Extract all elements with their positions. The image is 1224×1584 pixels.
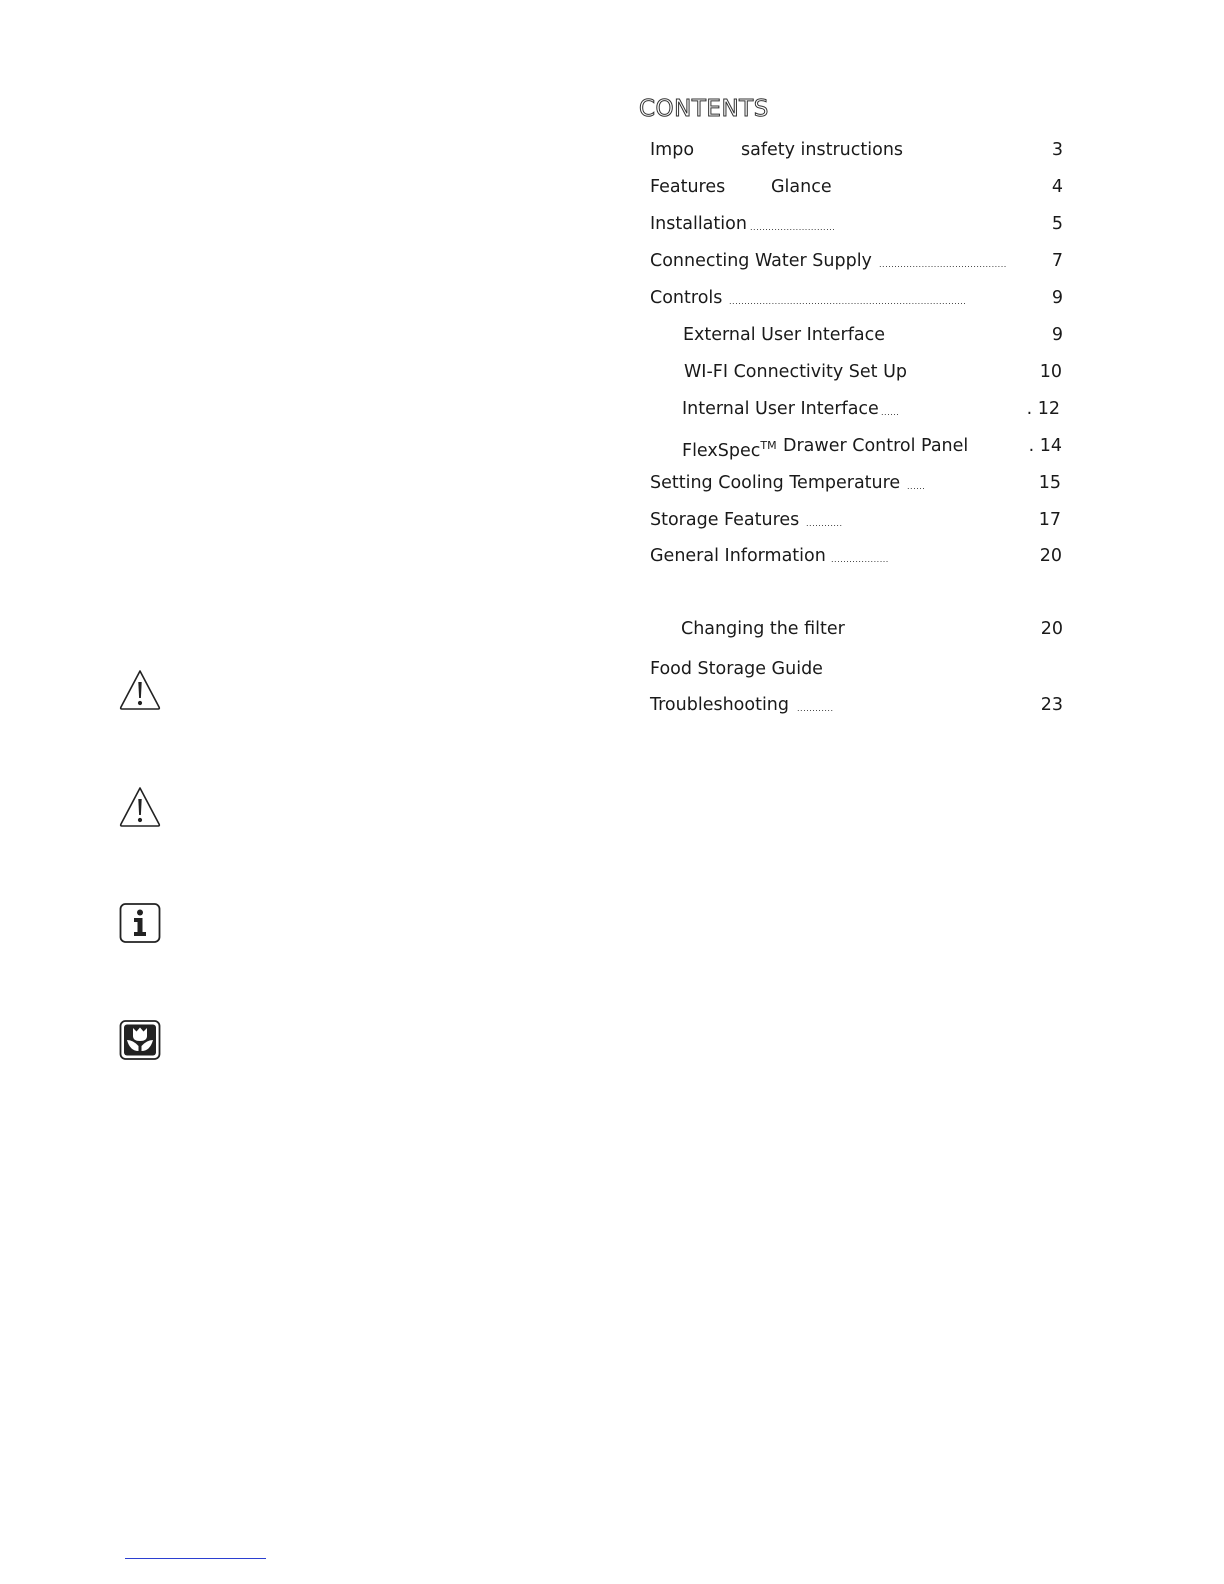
toc-label: Changing the filter: [681, 619, 845, 639]
contents-heading: CONTENTS: [639, 96, 769, 122]
toc-entry-flexspec[interactable]: [682, 435, 1062, 461]
toc-entry-controls[interactable]: [650, 287, 1063, 309]
toc-page-number: 23: [1040, 695, 1063, 715]
toc-label: External User Interface: [683, 325, 885, 345]
toc-leader-dots: ..............................................................................: [729, 297, 967, 306]
toc-entry-wifi[interactable]: [684, 361, 1062, 383]
toc-page-number: 7: [1051, 251, 1063, 271]
toc-leader-dots: ......: [881, 408, 900, 417]
trademark-superscript: TM: [760, 439, 777, 452]
toc-label: General Information: [650, 546, 826, 566]
toc-page-number: 9: [1051, 288, 1063, 308]
toc-entry-general-information[interactable]: [650, 545, 1062, 567]
toc-entry-safety[interactable]: [650, 139, 1063, 161]
toc-label-continued: safety instructions: [741, 140, 904, 160]
toc-label: Impo: [650, 140, 695, 160]
toc-label-continued: Drawer Control Panel: [783, 436, 969, 456]
toc-entry-storage-features[interactable]: [650, 509, 1061, 531]
toc-label: Troubleshooting: [650, 695, 790, 715]
toc-entry-cooling-temperature[interactable]: [650, 472, 1061, 494]
toc-entry-changing-filter[interactable]: [681, 618, 1063, 640]
toc-entry-water-supply[interactable]: [650, 250, 1063, 272]
toc-leader-dots: ......: [907, 482, 926, 491]
toc-page-number: 20: [1040, 619, 1063, 639]
toc-entry-external-ui[interactable]: [683, 324, 1063, 346]
toc-entry-internal-ui[interactable]: [682, 398, 1060, 420]
toc-label: Controls: [650, 288, 723, 308]
toc-page-number: 9: [1051, 325, 1063, 345]
warning-icon: [118, 668, 162, 712]
info-icon: [118, 901, 162, 945]
toc-page-number: 5: [1051, 214, 1063, 234]
toc-label: Storage Features: [650, 510, 800, 530]
toc-label: WI-FI Connectivity Set Up: [684, 362, 908, 382]
toc-label: Features: [650, 177, 726, 197]
toc-page-number: 3: [1051, 140, 1063, 160]
toc-page-number: 17: [1038, 510, 1061, 530]
toc-label: [682, 435, 777, 462]
toc-label: Food Storage Guide: [650, 659, 823, 679]
toc-entry-troubleshooting[interactable]: [650, 694, 1063, 716]
toc-leader-dots: ............................: [750, 223, 836, 232]
warning-icon: [118, 785, 162, 829]
environment-icon: [118, 1018, 162, 1062]
toc-page-number: 20: [1039, 546, 1062, 566]
toc-entry-food-storage-guide[interactable]: [650, 658, 1063, 680]
toc-label: Internal User Interface: [682, 399, 879, 419]
toc-label: Installation: [650, 214, 747, 234]
toc-page-number: . 14: [1028, 436, 1062, 456]
toc-page-number: 10: [1039, 362, 1062, 382]
toc-entry-installation[interactable]: [650, 213, 1063, 235]
toc-leader-dots: ............: [806, 519, 843, 528]
toc-leader-dots: ..........................................: [879, 260, 1007, 269]
toc-leader-dots: ............: [797, 704, 834, 713]
toc-page-number: . 12: [1026, 399, 1060, 419]
toc-label-text: FlexSpec: [682, 441, 761, 461]
toc-label: Connecting Water Supply: [650, 251, 872, 271]
toc-page-number: 4: [1051, 177, 1063, 197]
footer-link-underline[interactable]: [125, 1558, 266, 1559]
toc-entry-features[interactable]: [650, 176, 1063, 198]
toc-label-continued: Glance: [771, 177, 832, 197]
toc-leader-dots: ...................: [831, 555, 889, 564]
toc-label: Setting Cooling Temperature: [650, 473, 901, 493]
toc-page-number: 15: [1038, 473, 1061, 493]
